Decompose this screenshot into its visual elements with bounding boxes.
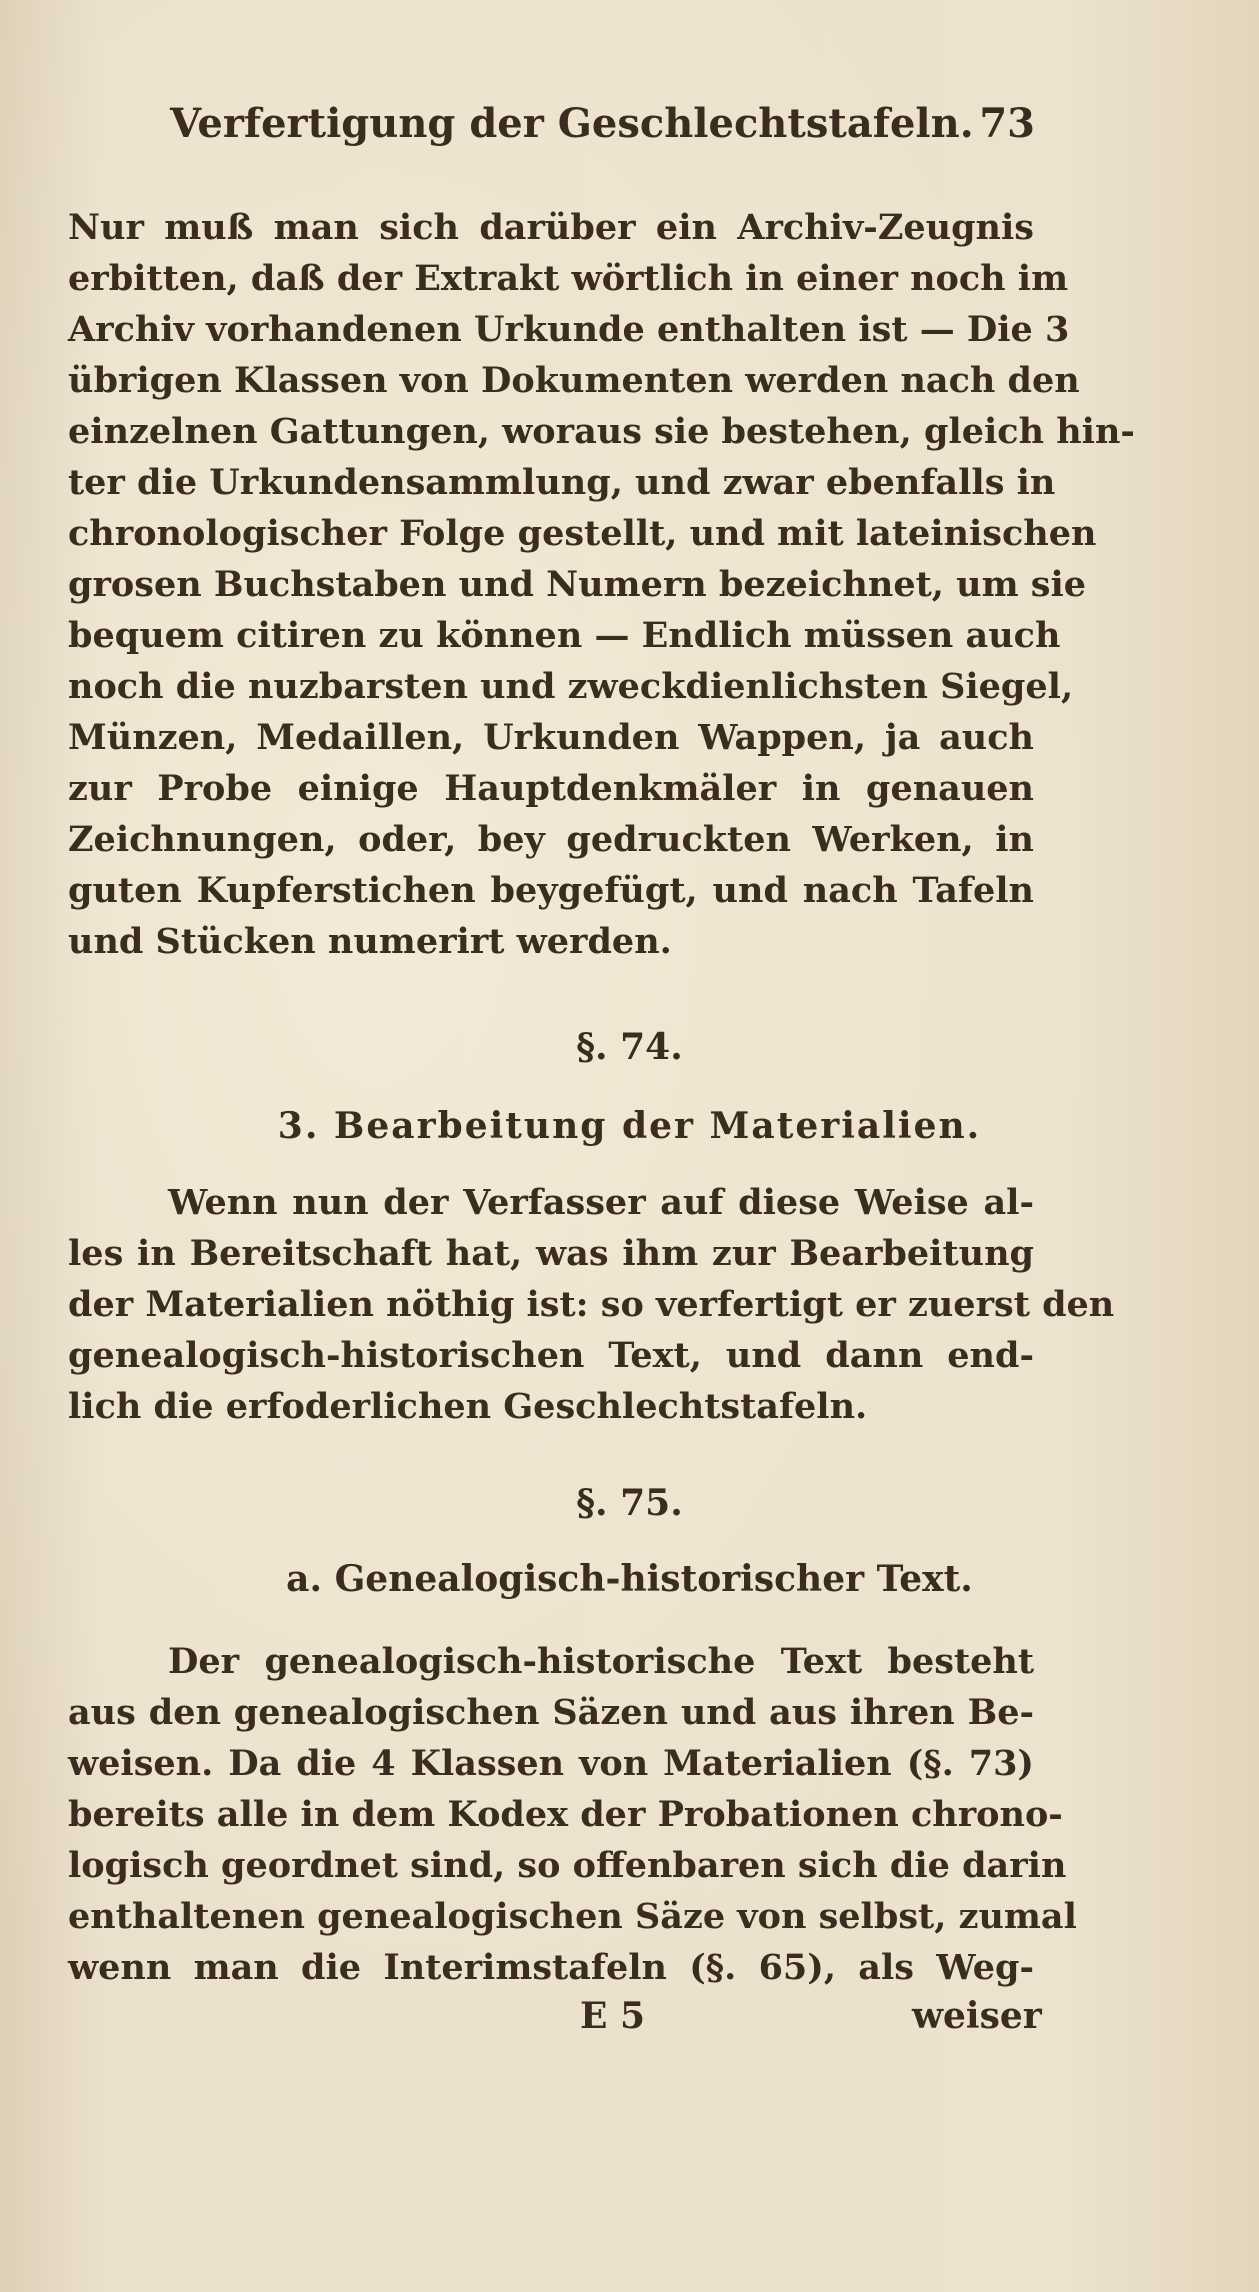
text-line: zur Probe einige Hauptdenkmäler in genauen <box>68 768 1034 809</box>
text-line: einzelnen Gattungen, woraus sie bestehen, gleich hin‑ <box>68 411 1135 452</box>
paragraph-2 <box>68 1177 1115 1432</box>
text-line: grosen Buchstaben und Numern bezeichnet, um sie <box>68 564 1087 605</box>
page-number: 73 <box>979 100 1035 147</box>
text-line: chronologischer Folge gestellt, und mit lateinischen <box>68 513 1097 554</box>
signature-mark: E 5 <box>580 1995 646 2037</box>
catchword: weiser <box>912 1995 1042 2037</box>
text-line: Wenn nun der Verfasser auf diese Weise al‑ <box>168 1182 1034 1223</box>
text-line: guten Kupferstichen beygefügt, und nach Tafeln <box>68 870 1034 911</box>
section-75-number: §. 75. <box>576 1482 683 1524</box>
text-line: logisch geordnet sind, so offenbaren sich die darin <box>68 1845 1067 1886</box>
text-line: erbitten, daß der Extrakt wörtlich in einer noch im <box>68 258 1069 299</box>
text-line: bequem citiren zu können — Endlich müssen auch <box>68 615 1061 656</box>
text-line: übrigen Klassen von Dokumenten werden nach den <box>68 360 1080 401</box>
text-line: noch die nuzbarsten und zweckdienlichsten Siegel, <box>68 666 1074 707</box>
text-line: aus den genealogischen Säzen und aus ihren Be‑ <box>68 1692 1034 1733</box>
text-line: genealogisch‑historischen Text, und dann end‑ <box>68 1335 1034 1376</box>
text-line: les in Bereitschaft hat, was ihm zur Bearbeitung <box>68 1233 1034 1274</box>
text-line: ter die Urkundensammlung, und zwar ebenfalls in <box>68 462 1056 503</box>
text-line: Archiv vorhandenen Urkunde enthalten ist — Die 3 <box>68 309 1070 350</box>
section-74-heading: 3. Bearbeitung der Materialien. <box>277 1105 982 1147</box>
text-line: bereits alle in dem Kodex der Probationen chrono‑ <box>68 1794 1063 1835</box>
text-line: enthaltenen genealogischen Säze von selbst, zumal <box>68 1896 1077 1937</box>
text-line: und Stücken numerirt werden. <box>68 921 672 962</box>
paragraph-1 <box>68 202 1135 967</box>
running-title: Verfertigung der Geschlechtstafeln. <box>170 100 974 147</box>
text-line: Münzen, Medaillen, Urkunden Wappen, ja auch <box>68 717 1034 758</box>
text-line: Zeichnungen, oder, bey gedruckten Werken, in <box>68 819 1034 860</box>
text-line: der Materialien nöthig ist: so verfertigt er zuerst den <box>68 1284 1115 1325</box>
text-line: Nur muß man sich darüber ein Archiv‑Zeugnis <box>68 207 1034 248</box>
text-line: wenn man die Interimstafeln (§. 65), als Weg‑ <box>68 1947 1034 1988</box>
text-line: Der genealogisch‑historische Text besteht <box>168 1641 1034 1682</box>
text-line: lich die erfoderlichen Geschlechtstafeln. <box>68 1386 868 1427</box>
running-header <box>170 100 1035 147</box>
section-75-heading: a. Genealogisch‑historischer Text. <box>286 1558 973 1600</box>
text-line: weisen. Da die 4 Klassen von Materialien (§. 73) <box>68 1743 1034 1784</box>
paragraph-3 <box>68 1636 1077 1993</box>
section-74-number: §. 74. <box>576 1026 683 1068</box>
